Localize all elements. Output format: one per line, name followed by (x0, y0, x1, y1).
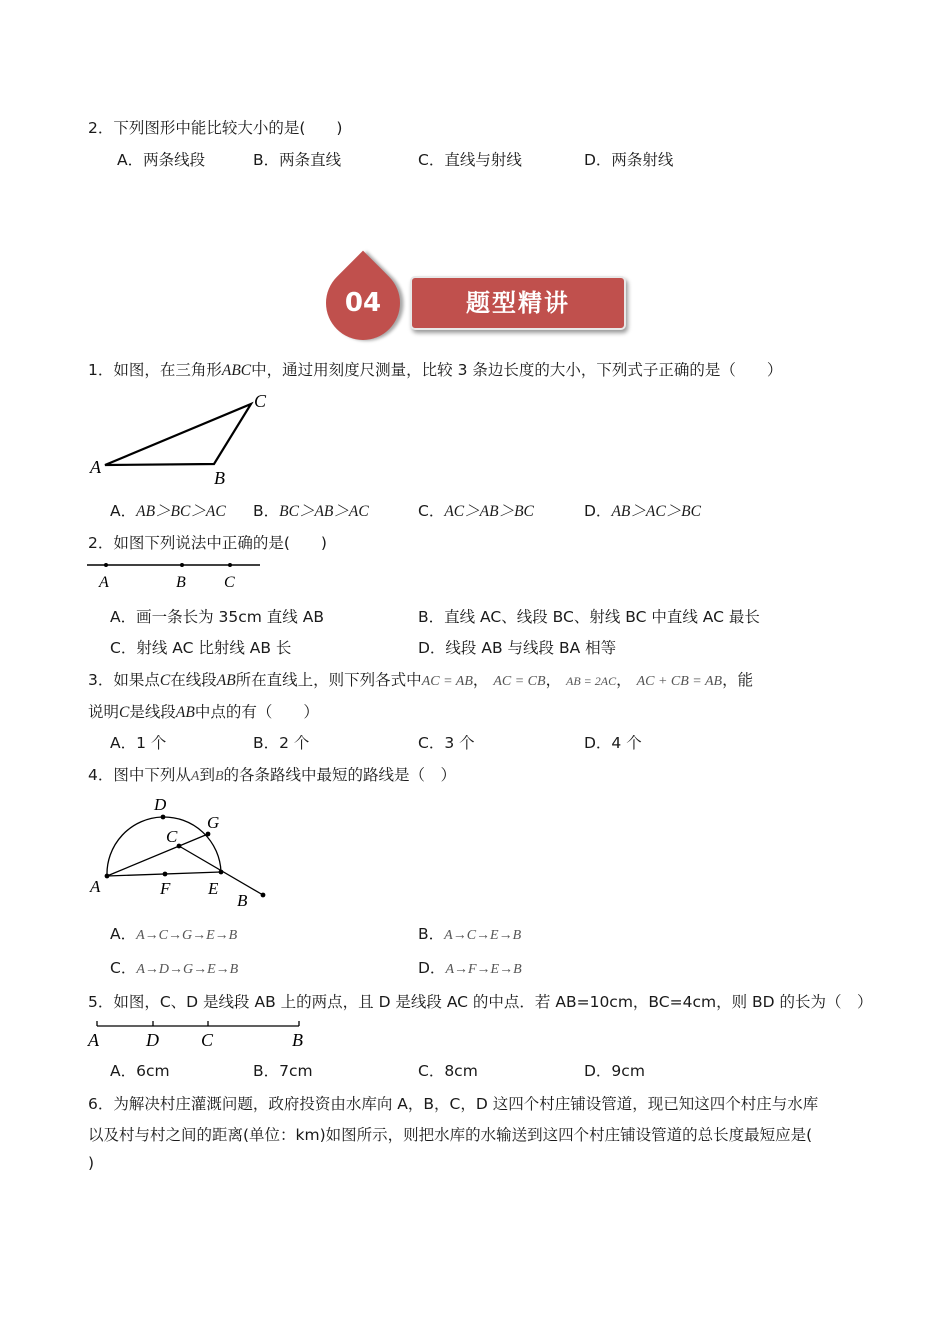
question-3-text: ，能 (722, 671, 754, 689)
point-c (228, 563, 232, 567)
math-segment-ab: AB (216, 672, 236, 689)
option-text: AC＞AB＞BC (444, 503, 534, 520)
prev-question-2-stem: 2．下列图形中能比较大小的是( ) (88, 119, 343, 137)
math-point-c: C (119, 704, 130, 721)
question-1-option-d (584, 499, 701, 521)
question-1-triangle-name: ABC (221, 362, 252, 379)
question-5-option-b: B．7cm (253, 1062, 313, 1080)
question-3-text: 是线段 (129, 703, 176, 721)
question-3-option-a: A．1 个 (110, 734, 167, 752)
point-label-d: D (154, 795, 167, 814)
question-2-option-d: D．线段 AB 与线段 BA 相等 (418, 639, 617, 657)
point-label-b: B (237, 891, 248, 910)
question-2-option-c: C．射线 AC 比射线 AB 长 (110, 639, 292, 657)
point-b (180, 563, 184, 567)
point-label-e: E (208, 879, 219, 898)
question-4-stem (88, 763, 456, 785)
question-3-option-b: B．2 个 (253, 734, 310, 752)
equation-4: AC + CB = AB (636, 674, 723, 689)
option-text: AB＞BC＞AC (136, 503, 226, 520)
point-f (163, 872, 168, 877)
question-1-triangle-figure (88, 390, 288, 490)
question-2-option-a: A．画一条长为 35cm 直线 AB (110, 608, 324, 626)
question-4-option-a (110, 922, 237, 944)
point-label-c: C (166, 827, 178, 846)
question-3-text: 所在直线上，则下列各式中 (235, 671, 422, 689)
math-point-b: B (214, 769, 224, 784)
point-label-b: B (176, 574, 186, 591)
question-1-option-c (418, 499, 534, 521)
question-6-stem-line-1: 6．为解决村庄灌溉问题，政府投资由水库向 A，B，C，D 这四个村庄铺设管道，现已知这四个村庄与水库 (88, 1095, 819, 1113)
option-label: C． (418, 502, 445, 520)
question-5-option-a: A．6cm (110, 1062, 170, 1080)
question-6-stem-line-2: 以及村与村之间的距离(单位：km)如图所示，则把水库的水输送到这四个村庄铺设管道的总长度最短应是( (88, 1126, 813, 1144)
question-4-text: 到 (199, 766, 215, 784)
option-text: A→C→G→E→B (136, 928, 238, 943)
point-label-d: D (146, 1030, 159, 1050)
point-label-c: C (201, 1030, 214, 1050)
option-label: D． (418, 959, 446, 977)
question-5-option-c: C．8cm (418, 1062, 478, 1080)
option-label: A． (110, 925, 137, 943)
triangle-abc (105, 404, 251, 465)
section-number-badge (311, 251, 416, 356)
section-number: 04 (344, 288, 382, 318)
prev-question-2-option-d: D．两条射线 (584, 151, 674, 169)
question-4-route-figure (86, 794, 276, 910)
question-1-stem (88, 358, 782, 380)
section-title: 题型精讲 (410, 276, 626, 330)
option-label: C． (110, 959, 137, 977)
point-label-b: B (214, 468, 225, 488)
option-label: A． (110, 502, 137, 520)
point-b (261, 893, 266, 898)
point-g (206, 832, 211, 837)
separator: ， (545, 671, 562, 689)
separator: ， (616, 671, 632, 689)
question-3-stem-line-2 (88, 700, 319, 722)
option-label: D． (584, 502, 612, 520)
option-text: A→F→E→B (445, 962, 522, 977)
prev-question-2-option-a: A．两条线段 (117, 151, 206, 169)
question-2-line-figure (86, 558, 266, 594)
point-label-b: B (292, 1030, 303, 1050)
question-2-stem: 2．如图下列说法中正确的是( ) (88, 534, 327, 552)
question-5-option-d: D．9cm (584, 1062, 645, 1080)
math-segment-ab: AB (175, 704, 195, 721)
point-label-a: A (90, 877, 101, 896)
question-3-text: 在线段 (170, 671, 217, 689)
point-label-c: C (254, 391, 267, 411)
question-1-stem-part: 1．如图，在三角形 (88, 361, 222, 379)
question-1-stem-part: 中，通过用刻度尺测量，比较 3 条边长度的大小，下列式子正确的是（ ） (251, 361, 783, 379)
question-4-text: 的各条路线中最短的路线是（ ） (223, 766, 457, 784)
point-a (105, 874, 110, 879)
equation-2: AC = CB (493, 674, 546, 689)
equation-1: AC = AB (421, 674, 473, 689)
point-label-c: C (224, 574, 235, 591)
separator: ， (472, 671, 489, 689)
question-3-text: 说明 (88, 703, 120, 721)
question-5-stem: 5．如图，C、D 是线段 AB 上的两点，且 D 是线段 AC 的中点．若 AB=10cm，BC=4cm，则 BD 的长为（ ） (88, 993, 873, 1011)
option-text: A→D→G→E→B (136, 962, 239, 977)
option-text: BC＞AB＞AC (279, 503, 369, 520)
math-point-c: C (159, 672, 171, 689)
point-label-g: G (207, 813, 220, 832)
prev-question-2-option-c: C．直线与射线 (418, 151, 522, 169)
question-3-option-c: C．3 个 (418, 734, 475, 752)
equation-3: AB = 2AC (566, 674, 617, 688)
point-label-f: F (160, 879, 171, 898)
option-text: AB＞AC＞BC (611, 503, 701, 520)
option-label: B． (253, 502, 280, 520)
question-6-stem-line-3: ) (88, 1154, 95, 1172)
question-1-option-b (253, 499, 369, 521)
question-3-stem-line-1 (88, 668, 753, 690)
question-1-option-a (110, 499, 226, 521)
option-label: B． (418, 925, 445, 943)
option-text: A→C→E→B (444, 928, 522, 943)
point-label-a: A (88, 1030, 99, 1050)
question-3-text: 中点的有（ ） (194, 703, 319, 721)
question-2-option-b: B．直线 AC、线段 BC、射线 BC 中直线 AC 最长 (418, 608, 760, 626)
question-4-option-b (418, 922, 521, 944)
segment-ag (107, 834, 208, 876)
arc-adge (107, 817, 221, 876)
question-4-option-d (418, 956, 522, 978)
question-3-text: 3．如果点 (88, 671, 160, 689)
point-label-a: A (99, 574, 109, 591)
question-4-option-c (110, 956, 238, 978)
point-label-a: A (90, 457, 101, 477)
math-point-a: A (190, 769, 200, 784)
point-a (104, 563, 108, 567)
question-4-text: 4．图中下列从 (88, 766, 191, 784)
prev-question-2-option-b: B．两条直线 (253, 151, 342, 169)
question-3-option-d: D．4 个 (584, 734, 642, 752)
question-5-segment-figure (86, 1018, 316, 1052)
point-d (161, 815, 166, 820)
point-e (219, 870, 224, 875)
